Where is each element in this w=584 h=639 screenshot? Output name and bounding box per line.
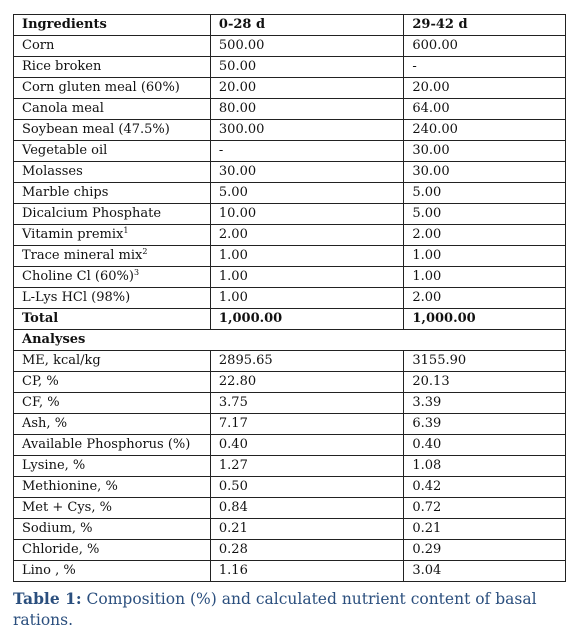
composition-table-container [13, 14, 566, 582]
table-row [14, 99, 566, 120]
analyses-heading: Analyses [14, 330, 566, 351]
ingredient-name [14, 120, 211, 141]
table-row [14, 414, 566, 435]
table-row [14, 36, 566, 57]
analysis-0-28d: 0.40 [210, 435, 403, 456]
analysis-name: Methionine, % [14, 477, 211, 498]
table-row [14, 183, 566, 204]
ingredient-label: L-Lys HCl (98%) [22, 290, 131, 305]
value-29-42d: 240.00 [404, 120, 566, 141]
analysis-29-42d: 0.72 [404, 498, 566, 519]
caption-label: Table 1: [13, 589, 82, 608]
table-row [14, 561, 566, 582]
analysis-29-42d: 3.39 [404, 393, 566, 414]
analysis-name: CF, % [14, 393, 211, 414]
table-row [14, 141, 566, 162]
value-0-28d: 1.00 [210, 267, 403, 288]
ingredient-label: Corn gluten meal (60%) [22, 80, 180, 95]
analysis-name: Met + Cys, % [14, 498, 211, 519]
table-row [14, 351, 566, 372]
table-row [14, 120, 566, 141]
ingredient-name [14, 141, 211, 162]
analysis-name: Lino , % [14, 561, 211, 582]
ingredient-name [14, 162, 211, 183]
header-row [14, 15, 566, 36]
analysis-0-28d: 0.21 [210, 519, 403, 540]
value-29-42d: 2.00 [404, 225, 566, 246]
analysis-0-28d: 0.50 [210, 477, 403, 498]
table-body [14, 15, 566, 582]
value-0-28d: 30.00 [210, 162, 403, 183]
table-row [14, 540, 566, 561]
total-0-28d: 1,000.00 [210, 309, 403, 330]
table-row [14, 372, 566, 393]
analysis-name: Lysine, % [14, 456, 211, 477]
value-0-28d: - [210, 141, 403, 162]
value-0-28d: 80.00 [210, 99, 403, 120]
analysis-0-28d: 1.27 [210, 456, 403, 477]
total-row [14, 309, 566, 330]
analysis-29-42d: 20.13 [404, 372, 566, 393]
table-row [14, 204, 566, 225]
ingredient-name [14, 78, 211, 99]
analysis-0-28d: 3.75 [210, 393, 403, 414]
ingredient-label: Trace mineral mix [22, 248, 143, 263]
table-row [14, 435, 566, 456]
value-29-42d: 5.00 [404, 204, 566, 225]
analysis-name: CP, % [14, 372, 211, 393]
table-row [14, 477, 566, 498]
ingredient-name [14, 288, 211, 309]
header-period-2: 29-42 d [404, 15, 566, 36]
analysis-0-28d: 2895.65 [210, 351, 403, 372]
analysis-29-42d: 3.04 [404, 561, 566, 582]
header-ingredients: Ingredients [14, 15, 211, 36]
ingredient-label: Vegetable oil [22, 143, 108, 158]
ingredient-name [14, 204, 211, 225]
caption-text: Composition (%) and calculated nutrient content of basal rations. [13, 590, 537, 629]
ingredient-name [14, 36, 211, 57]
table-row [14, 267, 566, 288]
table-row [14, 519, 566, 540]
analysis-29-42d: 6.39 [404, 414, 566, 435]
table-row [14, 57, 566, 78]
value-29-42d: 1.00 [404, 267, 566, 288]
analysis-name: Chloride, % [14, 540, 211, 561]
analysis-0-28d: 22.80 [210, 372, 403, 393]
ingredient-label: Marble chips [22, 185, 109, 200]
ingredient-name [14, 99, 211, 120]
analysis-name: Available Phosphorus (%) [14, 435, 211, 456]
value-29-42d: 600.00 [404, 36, 566, 57]
value-29-42d: 2.00 [404, 288, 566, 309]
composition-table [13, 14, 566, 582]
analysis-29-42d: 1.08 [404, 456, 566, 477]
analysis-name: Ash, % [14, 414, 211, 435]
analysis-29-42d: 0.42 [404, 477, 566, 498]
analysis-29-42d: 0.29 [404, 540, 566, 561]
total-29-42d: 1,000.00 [404, 309, 566, 330]
analyses-section-row [14, 330, 566, 351]
ingredient-label: Choline Cl (60%) [22, 269, 134, 284]
analysis-name: ME, kcal/kg [14, 351, 211, 372]
table-row [14, 498, 566, 519]
analysis-29-42d: 3155.90 [404, 351, 566, 372]
total-label: Total [14, 309, 211, 330]
footnote-marker: 1 [123, 226, 129, 235]
value-29-42d: 64.00 [404, 99, 566, 120]
value-0-28d: 10.00 [210, 204, 403, 225]
analysis-29-42d: 0.21 [404, 519, 566, 540]
ingredient-name [14, 225, 211, 246]
header-period-1: 0-28 d [210, 15, 403, 36]
value-0-28d: 1.00 [210, 288, 403, 309]
table-row [14, 288, 566, 309]
analysis-0-28d: 0.84 [210, 498, 403, 519]
ingredient-label: Vitamin premix [22, 227, 124, 242]
ingredient-label: Rice broken [22, 59, 102, 74]
ingredient-name [14, 246, 211, 267]
ingredient-label: Corn [22, 38, 55, 53]
value-29-42d: 20.00 [404, 78, 566, 99]
table-row [14, 78, 566, 99]
value-29-42d: 5.00 [404, 183, 566, 204]
value-29-42d: 1.00 [404, 246, 566, 267]
table-row [14, 162, 566, 183]
analysis-0-28d: 1.16 [210, 561, 403, 582]
value-0-28d: 50.00 [210, 57, 403, 78]
ingredient-label: Dicalcium Phosphate [22, 206, 162, 221]
value-0-28d: 500.00 [210, 36, 403, 57]
ingredient-label: Soybean meal (47.5%) [22, 122, 170, 137]
value-29-42d: - [404, 57, 566, 78]
value-0-28d: 300.00 [210, 120, 403, 141]
value-29-42d: 30.00 [404, 141, 566, 162]
value-0-28d: 5.00 [210, 183, 403, 204]
value-29-42d: 30.00 [404, 162, 566, 183]
value-0-28d: 20.00 [210, 78, 403, 99]
table-row [14, 225, 566, 246]
table-row [14, 246, 566, 267]
footnote-marker: 2 [142, 247, 148, 256]
table-caption [13, 588, 573, 631]
value-0-28d: 2.00 [210, 225, 403, 246]
analysis-0-28d: 7.17 [210, 414, 403, 435]
analysis-29-42d: 0.40 [404, 435, 566, 456]
ingredient-name [14, 57, 211, 78]
ingredient-name [14, 267, 211, 288]
value-0-28d: 1.00 [210, 246, 403, 267]
footnote-marker: 3 [133, 268, 140, 277]
ingredient-name [14, 183, 211, 204]
analysis-0-28d: 0.28 [210, 540, 403, 561]
table-row [14, 456, 566, 477]
ingredient-label: Molasses [22, 164, 83, 179]
table-row [14, 393, 566, 414]
ingredient-label: Canola meal [22, 101, 104, 116]
analysis-name: Sodium, % [14, 519, 211, 540]
